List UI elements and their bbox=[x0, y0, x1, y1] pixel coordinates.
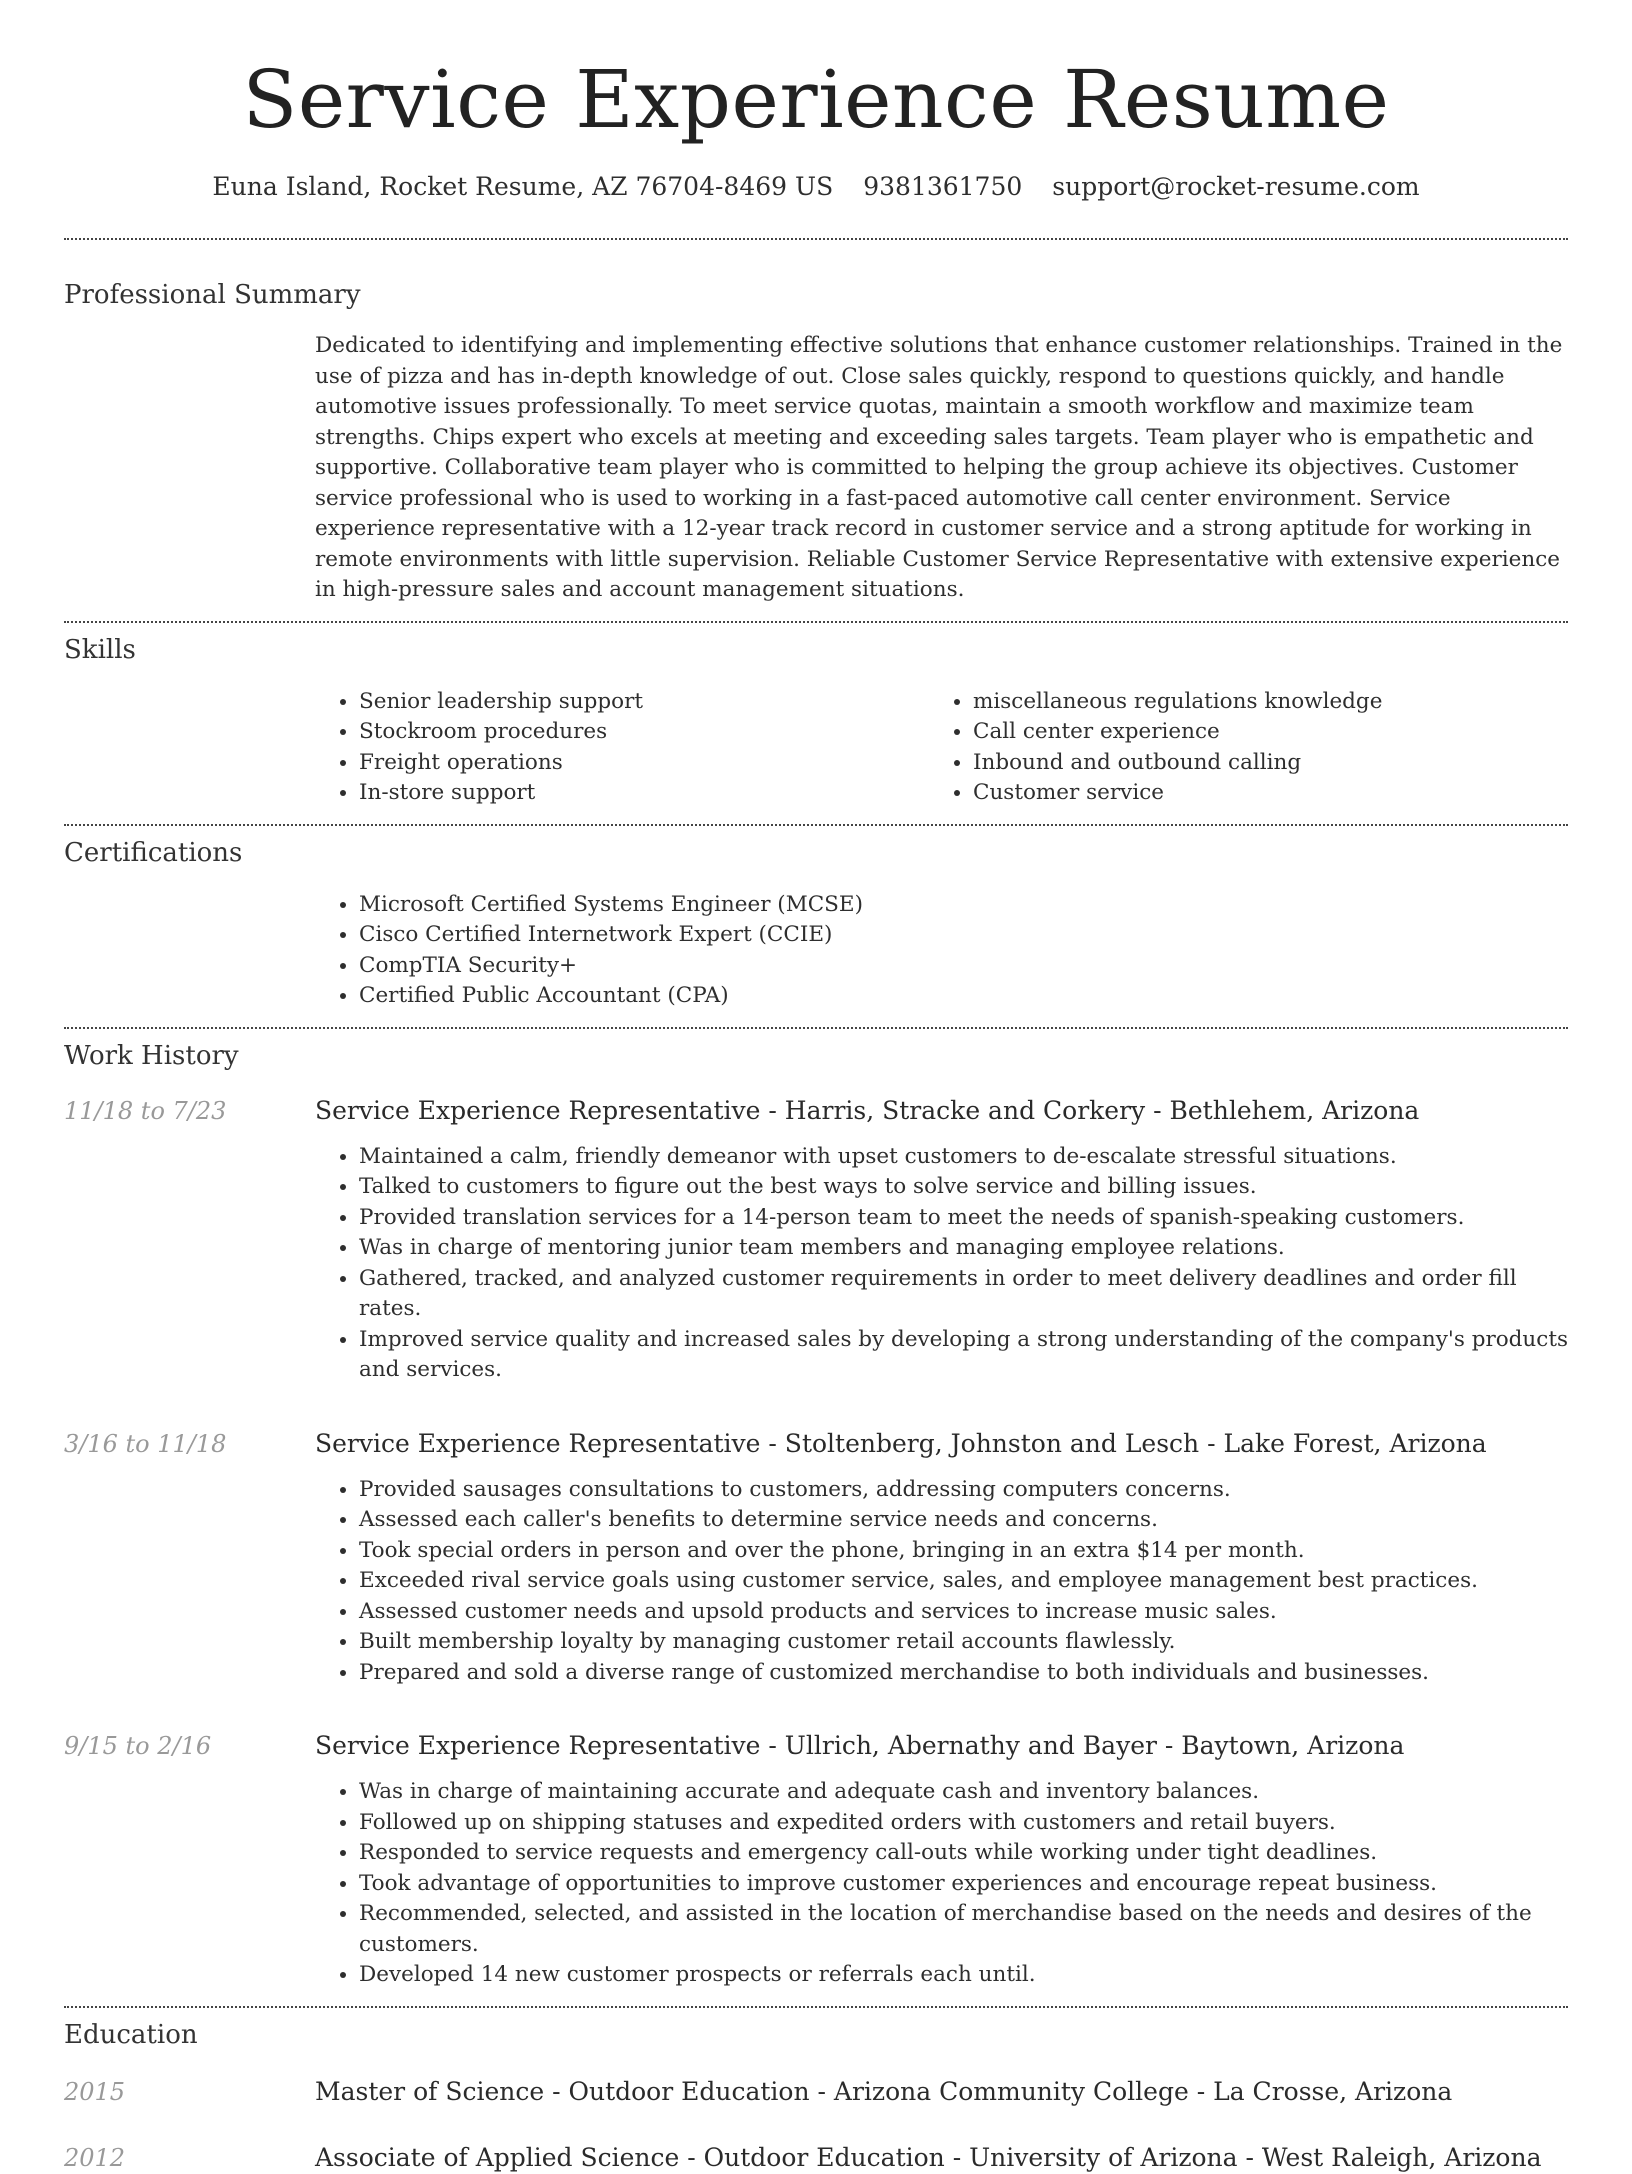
education-entry bbox=[64, 2142, 1568, 2174]
certification-item: • CompTIA Security+ bbox=[359, 951, 1568, 982]
job-bullet: • Prepared and sold a diverse range of customized merchandise to both individuals and businesses. bbox=[359, 1658, 1568, 1689]
job-bullets bbox=[315, 1475, 1568, 1689]
section-title-skills: Skills bbox=[64, 634, 136, 665]
section-title-summary: Professional Summary bbox=[64, 280, 361, 310]
section-title-certifications: Certifications bbox=[64, 837, 243, 868]
job-bullet: • Provided sausages consultations to customers, addressing computers concerns. bbox=[359, 1475, 1568, 1506]
job-bullet: • Assessed customer needs and upsold products and services to increase music sales. bbox=[359, 1597, 1568, 1628]
skill-item: • miscellaneous regulations knowledge bbox=[973, 687, 1543, 718]
education-section bbox=[64, 2008, 1568, 2174]
skills-list-right bbox=[929, 687, 1543, 809]
job-dates: 9/15 to 2/16 bbox=[64, 1732, 212, 1760]
job-bullet: • Gathered, tracked, and analyzed customer requirements in order to meet delivery deadlines and order fill rates. bbox=[359, 1264, 1568, 1325]
skill-item: • Inbound and outbound calling bbox=[973, 748, 1543, 779]
skill-item: • Freight operations bbox=[359, 748, 929, 779]
job-title: Service Experience Representative - Harris, Stracke and Corkery - Bethlehem, Arizona bbox=[315, 1095, 1420, 1125]
job-entry bbox=[64, 1428, 1568, 1689]
skills-section bbox=[64, 623, 1568, 809]
job-bullet: • Built membership loyalty by managing customer retail accounts flawlessly. bbox=[359, 1627, 1568, 1658]
education-year: 2015 bbox=[64, 2077, 126, 2106]
job-details bbox=[315, 1142, 1568, 1386]
job-bullet: • Took advantage of opportunities to improve customer experiences and encourage repeat business. bbox=[359, 1869, 1568, 1900]
resume-title: Service Experience Resume bbox=[242, 53, 1390, 146]
job-bullet: • Followed up on shipping statuses and expedited orders with customers and retail buyers. bbox=[359, 1808, 1568, 1839]
education-entry bbox=[64, 2076, 1568, 2108]
job-bullet: • Responded to service requests and emergency call-outs while working under tight deadlines. bbox=[359, 1838, 1568, 1869]
job-bullet: • Developed 14 new customer prospects or referrals each until. bbox=[359, 1960, 1568, 1991]
job-bullet: • Recommended, selected, and assisted in the location of merchandise based on the needs and desires of the customers. bbox=[359, 1899, 1568, 1960]
skills-list-left bbox=[315, 687, 929, 809]
section-title-education: Education bbox=[64, 2019, 198, 2050]
job-dates: 11/18 to 7/23 bbox=[64, 1096, 227, 1125]
job-dates: 3/16 to 11/18 bbox=[64, 1429, 227, 1458]
job-bullets bbox=[315, 1777, 1568, 1991]
certifications-content bbox=[315, 890, 1568, 1012]
job-details bbox=[315, 1777, 1568, 1991]
contact-phone: 9381361750 bbox=[863, 172, 1023, 201]
certifications-section bbox=[64, 826, 1568, 1012]
summary-content bbox=[315, 331, 1568, 606]
job-bullet: • Exceeded rival service goals using customer service, sales, and employee management best practices. bbox=[359, 1566, 1568, 1597]
job-bullet: • Provided translation services for a 14-person team to meet the needs of spanish-speaking customers. bbox=[359, 1203, 1568, 1234]
work-history-section bbox=[64, 1029, 1568, 1991]
certifications-list bbox=[315, 890, 1568, 1012]
education-title: Associate of Applied Science - Outdoor Education - University of Arizona - West Raleigh, Arizona bbox=[315, 2142, 1542, 2172]
job-entry bbox=[64, 1095, 1568, 1386]
summary-section bbox=[64, 240, 1568, 606]
skills-columns bbox=[315, 687, 1568, 809]
job-bullet: • Was in charge of mentoring junior team members and managing employee relations. bbox=[359, 1233, 1568, 1264]
summary-text: Dedicated to identifying and implementing effective solutions that enhance customer relationships. Trained in the use of pizza and has in-depth knowledge of out. Close sales quickly, respond to questions quickly, and handle automotive issues professionally. To meet service quotas, maintain a smooth workflow and maximize team strengths. Chips expert who excels at meeting and exceeding sales targets. Team player who is empathetic and supportive. Collaborative team player who is committed to helping the group achieve its objectives. Customer service professional who is used to working in a fast-paced automotive call center environment. Service experience representative with a 12-year track record in customer service and a strong aptitude for working in remote environments with little supervision. Reliable Customer Service Representative with extensive experience in high-pressure sales and account management situations. bbox=[315, 333, 1563, 602]
contact-line bbox=[64, 170, 1568, 204]
certification-item: • Certified Public Accountant (CPA) bbox=[359, 981, 1568, 1012]
education-title: Master of Science - Outdoor Education - Arizona Community College - La Crosse, Arizona bbox=[315, 2076, 1453, 2106]
job-bullet: • Improved service quality and increased sales by developing a strong understanding of the company's products and services. bbox=[359, 1325, 1568, 1386]
skill-item: • Stockroom procedures bbox=[359, 717, 929, 748]
job-bullet: • Talked to customers to figure out the best ways to solve service and billing issues. bbox=[359, 1172, 1568, 1203]
job-bullets bbox=[315, 1142, 1568, 1386]
skill-item: • Senior leadership support bbox=[359, 687, 929, 718]
skill-item: • Customer service bbox=[973, 778, 1543, 809]
contact-address: Euna Island, Rocket Resume, AZ 76704-8469 US bbox=[212, 172, 834, 201]
job-title: Service Experience Representative - Ullrich, Abernathy and Bayer - Baytown, Arizona bbox=[315, 1731, 1405, 1760]
skill-item: • Call center experience bbox=[973, 717, 1543, 748]
job-entry bbox=[64, 1730, 1568, 1991]
section-title-work-history: Work History bbox=[64, 1040, 239, 1071]
resume-page bbox=[64, 0, 1568, 2174]
job-title: Service Experience Representative - Stoltenberg, Johnston and Lesch - Lake Forest, Arizona bbox=[315, 1428, 1487, 1458]
job-bullet: • Took special orders in person and over the phone, bringing in an extra $14 per month. bbox=[359, 1536, 1568, 1567]
skill-item: • In-store support bbox=[359, 778, 929, 809]
certification-item: • Cisco Certified Internetwork Expert (CCIE) bbox=[359, 920, 1568, 951]
certification-item: • Microsoft Certified Systems Engineer (MCSE) bbox=[359, 890, 1568, 921]
education-year: 2012 bbox=[64, 2143, 126, 2172]
skills-content bbox=[315, 687, 1568, 809]
job-bullet: • Assessed each caller's benefits to determine service needs and concerns. bbox=[359, 1505, 1568, 1536]
job-bullet: • Was in charge of maintaining accurate and adequate cash and inventory balances. bbox=[359, 1777, 1568, 1808]
contact-email: support@rocket-resume.com bbox=[1052, 172, 1420, 201]
job-details bbox=[315, 1475, 1568, 1689]
job-bullet: • Maintained a calm, friendly demeanor with upset customers to de-escalate stressful situations. bbox=[359, 1142, 1568, 1173]
